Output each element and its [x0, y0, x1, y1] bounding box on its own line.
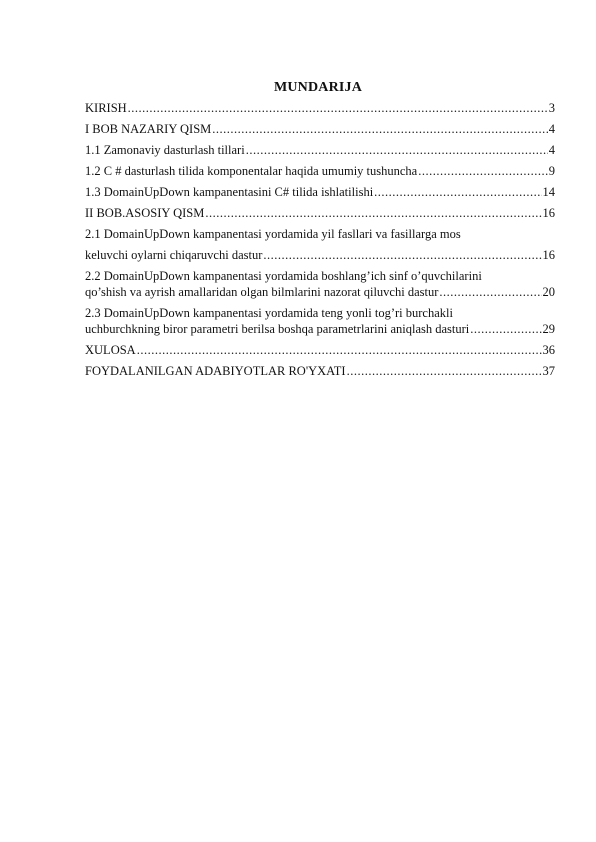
toc-line	[85, 121, 555, 137]
table-of-contents	[85, 100, 555, 379]
toc-entry-2-1	[85, 226, 555, 263]
toc-page-number: 4	[548, 122, 555, 136]
dot-leader	[470, 321, 541, 337]
toc-entry-title: XULOSA	[85, 343, 136, 357]
toc-line	[85, 321, 555, 337]
toc-entry-title: 1.2 C # dasturlash tilida komponentalar haqida umumiy tushuncha	[85, 164, 418, 178]
toc-page-number: 36	[542, 343, 555, 357]
toc-page-number: 16	[542, 206, 555, 220]
dot-leader	[374, 184, 541, 200]
toc-line	[85, 142, 555, 158]
toc-entry-title: 1.1 Zamonaviy dasturlash tillari	[85, 143, 245, 157]
toc-entry-title-line-2: uchburchkning biror parametri berilsa boshqa parametrlarini aniqlash dasturi	[85, 322, 470, 336]
dot-leader	[128, 100, 548, 116]
toc-line	[85, 284, 555, 300]
toc-line	[85, 247, 555, 263]
toc-entry-title-line-2: keluvchi oylarni chiqaruvchi dastur	[85, 248, 263, 262]
toc-entry-title: 1.3 DomainUpDown kampanentasini C# tilida ishlatilishi	[85, 185, 374, 199]
toc-entry-title-line-2: qo’shish va ayrish amallaridan olgan bilmlarini nazorat qiluvchi dastur	[85, 285, 439, 299]
toc-page-number: 20	[542, 285, 555, 299]
toc-line	[85, 205, 555, 221]
toc-entry-chapter-1	[85, 121, 555, 137]
toc-entry-title-line-1: 2.2 DomainUpDown kampanentasi yordamida boshlang’ich sinf o’quvchilarini	[85, 269, 482, 283]
toc-entry-2-3	[85, 305, 555, 337]
dot-leader	[347, 363, 542, 379]
toc-entry-1-3	[85, 184, 555, 200]
toc-entry-1-2	[85, 163, 555, 179]
toc-entry-references	[85, 363, 555, 379]
toc-line	[85, 184, 555, 200]
toc-page-number: 16	[542, 248, 555, 262]
toc-entry-title: I BOB NAZARIY QISM	[85, 122, 212, 136]
toc-line	[85, 363, 555, 379]
toc-entry-kirish	[85, 100, 555, 116]
toc-entry-title-line-1: 2.1 DomainUpDown kampanentasi yordamida yil fasllari va fasillarga mos	[85, 227, 461, 241]
toc-entry-chapter-2	[85, 205, 555, 221]
toc-page-number: 4	[548, 143, 555, 157]
toc-line	[85, 100, 555, 116]
toc-line	[85, 342, 555, 358]
dot-leader	[205, 205, 541, 221]
dot-leader	[246, 142, 548, 158]
toc-entry-xulosa	[85, 342, 555, 358]
dot-leader	[263, 247, 541, 263]
page-title: MUNDARIJA	[273, 80, 363, 95]
toc-page-number: 9	[548, 164, 555, 178]
toc-entry-2-2	[85, 268, 555, 300]
dot-leader	[439, 284, 541, 300]
toc-page-number: 3	[548, 101, 555, 115]
toc-page-number: 29	[542, 322, 555, 336]
toc-line	[85, 163, 555, 179]
toc-entry-1-1	[85, 142, 555, 158]
dot-leader	[137, 342, 542, 358]
dot-leader	[418, 163, 548, 179]
toc-entry-title: FOYDALANILGAN ADABIYOTLAR RO'YXATI	[85, 364, 346, 378]
toc-entry-title-line-1: 2.3 DomainUpDown kampanentasi yordamida teng yonli tog’ri burchakli	[85, 306, 453, 320]
toc-entry-title: II BOB.ASOSIY QISM	[85, 206, 205, 220]
toc-entry-title: KIRISH	[85, 101, 127, 115]
toc-page-number: 37	[542, 364, 555, 378]
dot-leader	[212, 121, 547, 137]
toc-page-number: 14	[542, 185, 555, 199]
